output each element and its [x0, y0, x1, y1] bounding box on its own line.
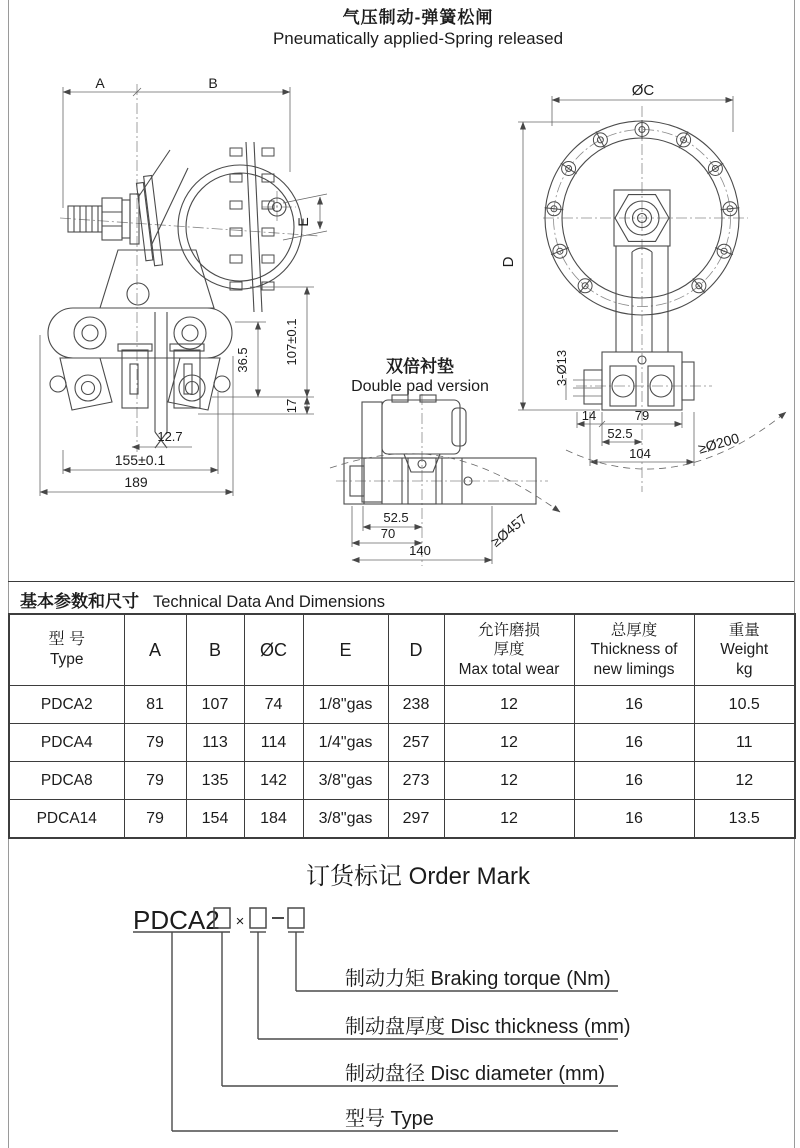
- cell-b: 154: [186, 800, 244, 839]
- dim-label-107: 107±0.1: [284, 318, 299, 366]
- cell-type: PDCA2: [9, 686, 124, 724]
- technical-data-table-wrap: [8, 613, 796, 839]
- dim-label-b: B: [208, 75, 218, 91]
- dim-label-17: 17: [284, 398, 299, 414]
- cell-e: 3/8"gas: [303, 800, 388, 839]
- cell-weight: 11: [694, 724, 795, 762]
- header-oc: ØC: [244, 614, 303, 686]
- double-pad-parts: [344, 395, 536, 504]
- double-pad-drawing: [336, 356, 548, 566]
- page-header: [36, 7, 800, 50]
- order-label-type: 型号 Type: [345, 1108, 434, 1130]
- cell-e: 1/4"gas: [303, 724, 388, 762]
- cell-wear: 12: [444, 800, 574, 839]
- cell-thick: 16: [574, 724, 694, 762]
- dim-label-79: 79: [634, 408, 650, 423]
- header-weight: 重量 Weight kg: [694, 614, 795, 686]
- dim-label-a: A: [95, 75, 105, 91]
- dim-label-d: D: [500, 256, 517, 268]
- dim-label-14: 14: [581, 408, 597, 423]
- dim-label-36-5: 36.5: [235, 347, 250, 373]
- cell-e: 3/8"gas: [303, 762, 388, 800]
- order-code-prefix: PDCA2: [133, 905, 220, 935]
- cell-oc: 74: [244, 686, 303, 724]
- table-row-pdca8: [9, 762, 795, 800]
- header-max-wear: 允许磨损 厚度 Max total wear: [444, 614, 574, 686]
- side-view-drawing: [40, 75, 327, 496]
- order-mark-section: [0, 836, 800, 1148]
- cell-oc: 184: [244, 800, 303, 839]
- order-mark-title: 订货标记 Order Mark: [305, 863, 531, 890]
- dim-label-189: 189: [124, 474, 148, 490]
- order-label-thickness: 制动盘厚度 Disc thickness (mm): [345, 1016, 631, 1038]
- cell-d: 257: [388, 724, 444, 762]
- dim-label-12-7: 12.7: [157, 429, 183, 444]
- order-code-box-2: [250, 908, 266, 928]
- dim-label-104: 104: [629, 446, 651, 461]
- cell-wear: 12: [444, 762, 574, 800]
- cell-d: 297: [388, 800, 444, 839]
- dim-label-min-disc-457: ≥Ø457: [487, 510, 530, 550]
- header-a: A: [124, 614, 186, 686]
- cell-thick: 16: [574, 686, 694, 724]
- side-view-dimensions: [40, 87, 327, 496]
- page-title-zh: 气压制动-弹簧松闸: [342, 8, 494, 27]
- dim-label-dp-52-5: 52.5: [383, 510, 409, 525]
- cell-thick: 16: [574, 762, 694, 800]
- cell-thick: 16: [574, 800, 694, 839]
- cell-b: 107: [186, 686, 244, 724]
- cell-b: 135: [186, 762, 244, 800]
- cell-weight: 10.5: [694, 686, 795, 724]
- cell-type: PDCA4: [9, 724, 124, 762]
- table-section-title-en: Technical Data And Dimensions: [153, 593, 386, 611]
- cell-type: PDCA8: [9, 762, 124, 800]
- dim-label-fv-52-5: 52.5: [607, 426, 633, 441]
- header-type: 型 号 Type: [9, 614, 124, 686]
- table-header-row: [9, 614, 795, 686]
- table-section-title-zh: 基本参数和尺寸: [20, 592, 139, 611]
- dim-label-holes: 3-Ø13: [554, 349, 569, 387]
- cell-oc: 114: [244, 724, 303, 762]
- cell-d: 273: [388, 762, 444, 800]
- order-code-times: ×: [235, 913, 245, 930]
- dim-label-dp-140: 140: [409, 543, 431, 558]
- header-e: E: [303, 614, 388, 686]
- front-view-drawing: [330, 82, 786, 550]
- cell-b: 113: [186, 724, 244, 762]
- header-d: D: [388, 614, 444, 686]
- cell-wear: 12: [444, 724, 574, 762]
- cell-e: 1/8"gas: [303, 686, 388, 724]
- side-view-parts: [48, 142, 302, 448]
- section-divider: [8, 581, 794, 582]
- cell-type: PDCA14: [9, 800, 124, 839]
- table-row-pdca4: [9, 724, 795, 762]
- order-label-diameter: 制动盘径 Disc diameter (mm): [345, 1063, 606, 1085]
- cell-weight: 13.5: [694, 800, 795, 839]
- cell-oc: 142: [244, 762, 303, 800]
- cell-a: 79: [124, 800, 186, 839]
- double-pad-title-zh: 双倍衬垫: [386, 357, 454, 376]
- technical-data-table: [8, 613, 796, 839]
- dim-label-dp-70: 70: [380, 526, 396, 541]
- page-title-en: Pneumatically applied-Spring released: [272, 29, 564, 49]
- table-row-pdca14: [9, 800, 795, 839]
- order-label-torque: 制动力矩 Braking torque (Nm): [345, 968, 611, 990]
- dim-label-e: E: [295, 217, 311, 227]
- dim-label-min-disc-200: ≥Ø200: [696, 429, 741, 457]
- dim-label-c: ØC: [631, 82, 655, 99]
- table-row-pdca2: [9, 686, 795, 724]
- header-thickness: 总厚度 Thickness of new limings: [574, 614, 694, 686]
- header-b: B: [186, 614, 244, 686]
- cell-weight: 12: [694, 762, 795, 800]
- cell-a: 81: [124, 686, 186, 724]
- order-code-box-3: [288, 908, 304, 928]
- dim-label-155: 155±0.1: [114, 452, 166, 468]
- cell-a: 79: [124, 762, 186, 800]
- technical-drawings: [0, 58, 800, 582]
- table-section-title: [20, 587, 385, 612]
- double-pad-title-en: Double pad version: [351, 378, 489, 395]
- cell-d: 238: [388, 686, 444, 724]
- cell-a: 79: [124, 724, 186, 762]
- cell-wear: 12: [444, 686, 574, 724]
